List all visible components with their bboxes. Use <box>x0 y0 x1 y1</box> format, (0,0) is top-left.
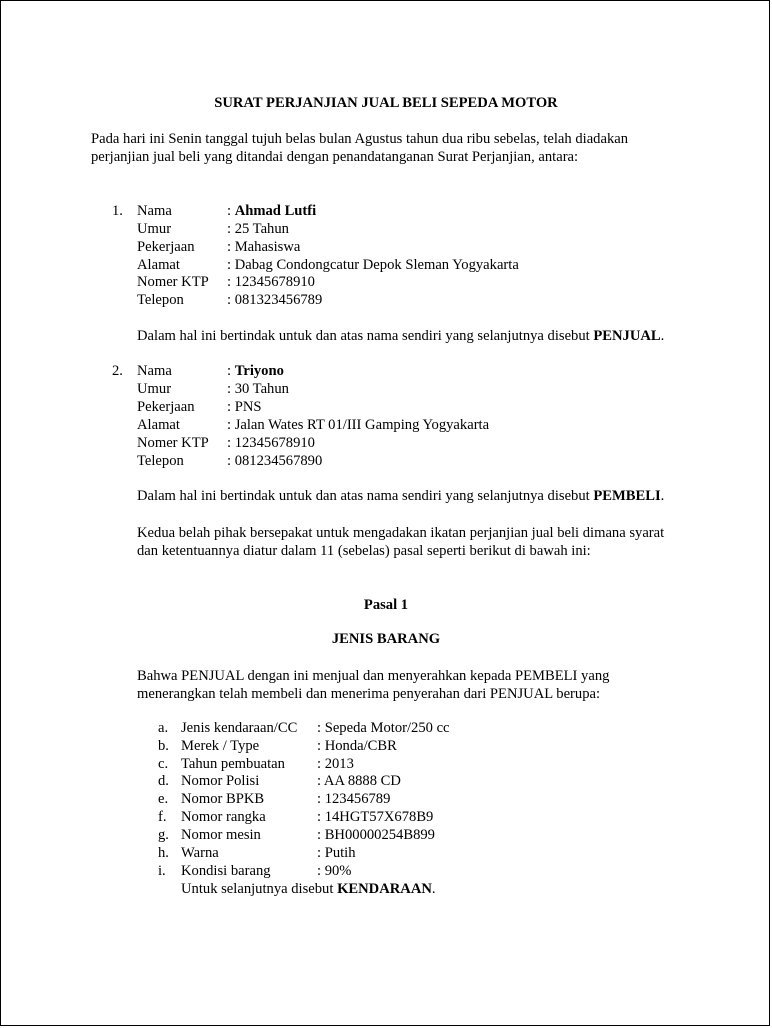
item-b-value-text: Honda/CBR <box>324 738 397 754</box>
pasal-text-line-1: Bahwa PENJUAL dengan ini menjual dan menyerahkan kepada PEMBELI yang <box>137 668 610 684</box>
pasal-heading: Pasal 1 <box>363 597 409 613</box>
item-e-value-text: 123456789 <box>324 791 391 807</box>
document-title: SURAT PERJANJIAN JUAL BELI SEPEDA MOTOR <box>214 95 558 111</box>
party-2-occupation: PNS <box>234 399 262 415</box>
party-1-value-telepon: : 081323456789 <box>227 292 323 308</box>
party-1-role: PENJUAL <box>593 328 661 344</box>
party-1-label-ktp: Nomer KTP <box>137 274 209 290</box>
party-2-statement-text: Dalam hal ini bertindak untuk dan atas nama sendiri yang selanjutnya disebut <box>137 488 594 504</box>
party-1-label-pekerjaan: Pekerjaan <box>137 239 195 255</box>
item-f-letter: f. <box>158 809 167 825</box>
party-2-address: Jalan Wates RT 01/III Gamping Yogyakarta <box>234 417 490 433</box>
party-1-label-telepon: Telepon <box>137 292 184 308</box>
pasal-closing <box>181 880 436 898</box>
pasal-subheading: JENIS BARANG <box>331 631 441 647</box>
party-1-occupation: Mahasiswa <box>234 239 301 255</box>
party-2-statement <box>137 487 664 505</box>
party-2-age: 30 Tahun <box>234 381 289 397</box>
party-1-value-pekerjaan: : Mahasiswa <box>227 239 301 255</box>
party-1-ktp: 12345678910 <box>234 274 315 290</box>
party-2-value-ktp: : 12345678910 <box>227 435 315 451</box>
party-2-label-pekerjaan: Pekerjaan <box>137 399 195 415</box>
party-2-label-ktp: Nomer KTP <box>137 435 209 451</box>
item-d-value-text: AA 8888 CD <box>323 773 401 789</box>
party-1-value-ktp: : 12345678910 <box>227 274 315 290</box>
party-2-label-nama: Nama <box>137 363 172 379</box>
item-i-letter: i. <box>158 863 166 879</box>
item-c-value: : 2013 <box>317 756 354 772</box>
item-h-value: : Putih <box>317 845 356 861</box>
party-2-name: Triyono <box>234 363 284 379</box>
item-g-label: Nomor mesin <box>181 827 261 843</box>
item-h-letter: h. <box>158 845 169 861</box>
item-a-label: Jenis kendaraan/CC <box>181 720 298 736</box>
item-i-value: : 90% <box>317 863 352 879</box>
party-2-statement-end: . <box>660 488 665 504</box>
party-1-name: Ahmad Lutfi <box>234 203 317 219</box>
party-2-number: 2. <box>112 363 123 379</box>
party-2-phone: 081234567890 <box>234 453 323 469</box>
party-1-value-umur: : 25 Tahun <box>227 221 289 237</box>
party-1-statement-text: Dalam hal ini bertindak untuk dan atas nama sendiri yang selanjutnya disebut <box>137 328 594 344</box>
item-c-label: Tahun pembuatan <box>181 756 285 772</box>
party-1-number: 1. <box>112 203 123 219</box>
party-1-statement-end: . <box>660 328 665 344</box>
item-a-value: : Sepeda Motor/250 cc <box>317 720 450 736</box>
party-1-phone: 081323456789 <box>234 292 323 308</box>
item-h-label: Warna <box>181 845 219 861</box>
party-1-label-umur: Umur <box>137 221 172 237</box>
party-1-label-nama: Nama <box>137 203 172 219</box>
item-c-value-text: 2013 <box>324 756 354 772</box>
item-e-label: Nomor BPKB <box>181 791 265 807</box>
pasal-closing-text: Untuk selanjutnya disebut <box>181 881 338 897</box>
intro-line-1: Pada hari ini Senin tanggal tujuh belas bulan Agustus tahun dua ribu sebelas, telah diadakan <box>91 131 629 147</box>
item-h-value-text: Putih <box>324 845 356 861</box>
pasal-text-line-2: menerangkan telah membeli dan menerima penyerahan dari PENJUAL berupa: <box>137 686 601 702</box>
party-1-value-alamat: : Dabag Condongcatur Depok Sleman Yogyakarta <box>227 257 519 273</box>
item-a-letter: a. <box>158 720 169 736</box>
party-2-label-alamat: Alamat <box>137 417 180 433</box>
party-2-label-telepon: Telepon <box>137 453 184 469</box>
party-2-value-telepon: : 081234567890 <box>227 453 323 469</box>
item-b-value: : Honda/CBR <box>317 738 397 754</box>
item-b-letter: b. <box>158 738 169 754</box>
party-2-value-umur: : 30 Tahun <box>227 381 289 397</box>
pasal-closing-end: . <box>431 881 436 897</box>
party-1-age: 25 Tahun <box>234 221 289 237</box>
item-e-letter: e. <box>158 791 169 807</box>
party-2-role: PEMBELI <box>593 488 661 504</box>
item-d-value: : AA 8888 CD <box>317 773 401 789</box>
item-g-value-text: BH00000254B899 <box>324 827 435 843</box>
agreement-line-1: Kedua belah pihak bersepakat untuk mengadakan ikatan perjanjian jual beli dimana syarat <box>137 525 665 541</box>
item-d-label: Nomor Polisi <box>181 773 260 789</box>
party-2-label-umur: Umur <box>137 381 172 397</box>
agreement-line-2: dan ketentuannya diatur dalam 11 (sebelas) pasal seperti berikut di bawah ini: <box>137 543 591 559</box>
item-i-value-text: 90% <box>324 863 352 879</box>
item-i-label: Kondisi barang <box>181 863 271 879</box>
item-b-label: Merek / Type <box>181 738 260 754</box>
item-g-value: : BH00000254B899 <box>317 827 435 843</box>
item-e-value: : 123456789 <box>317 791 391 807</box>
item-c-letter: c. <box>158 756 169 772</box>
item-f-value-text: 14HGT57X678B9 <box>324 809 434 825</box>
item-f-value: : 14HGT57X678B9 <box>317 809 434 825</box>
party-2-value-nama: : Triyono <box>227 363 284 379</box>
party-2-ktp: 12345678910 <box>234 435 315 451</box>
party-1-address: Dabag Condongcatur Depok Sleman Yogyakarta <box>234 257 519 273</box>
party-2-value-alamat: : Jalan Wates RT 01/III Gamping Yogyakarta <box>227 417 490 433</box>
party-1-value-nama: : Ahmad Lutfi <box>227 203 317 219</box>
intro-line-2: perjanjian jual beli yang ditandai dengan penandatanganan Surat Perjanjian, antara: <box>91 149 579 165</box>
item-f-label: Nomor rangka <box>181 809 266 825</box>
party-2-value-pekerjaan: : PNS <box>227 399 262 415</box>
pasal-closing-term: KENDARAAN <box>337 881 432 897</box>
item-a-value-text: Sepeda Motor/250 cc <box>324 720 450 736</box>
item-g-letter: g. <box>158 827 169 843</box>
item-d-letter: d. <box>158 773 169 789</box>
party-1-statement <box>137 327 664 345</box>
party-1-label-alamat: Alamat <box>137 257 180 273</box>
